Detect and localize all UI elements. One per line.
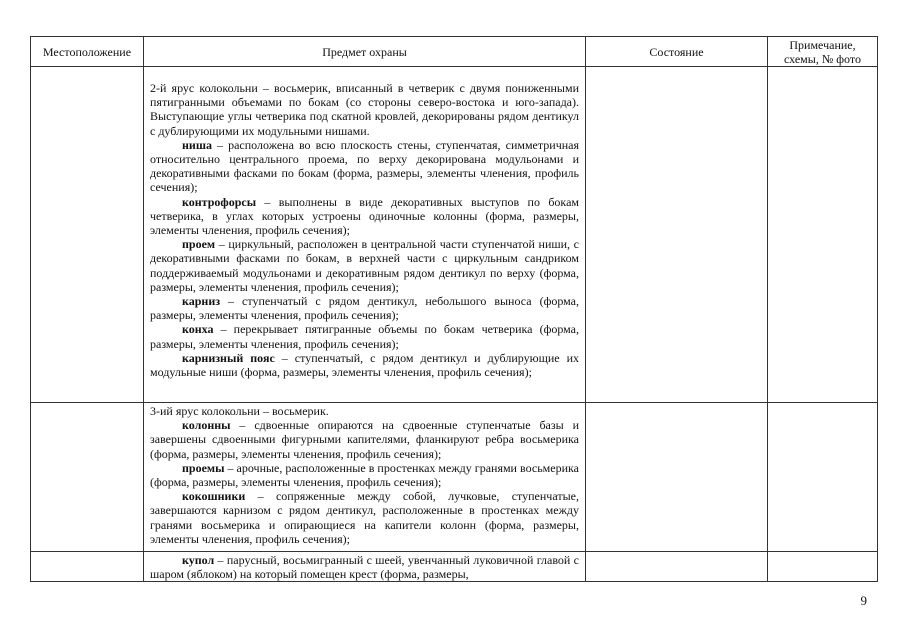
header-note-line1: Примечание, bbox=[789, 37, 856, 52]
row-intro: 2-й ярус колокольни – восьмерик, вписанный в четверик с двумя пониженными пятигранными объемами по бокам (со стороны северо-востока и юго-запада). Выступающие углы четверика под скатной кровлей, декорированы рядом дентикул с дублирующими их модульными нишами. bbox=[150, 81, 579, 138]
location-cell bbox=[31, 67, 144, 403]
header-state: Состояние bbox=[586, 37, 768, 67]
list-item: контрофорсы – выполнены в виде декоративных выступов по бокам четверика, в углах которых устроены одиночные колонны (форма, размеры, элементы членения, профиль сечения); bbox=[150, 194, 579, 238]
subject-cell bbox=[144, 67, 586, 403]
list-item: проемы – арочные, расположенные в простенках между гранями восьмерика (форма, размеры, элементы членения, профиль сечения); bbox=[150, 460, 579, 490]
list-item: колонны – сдвоенные опираются на сдвоенные ступенчатые базы и завершены сдвоенными фигурными капителями, фланкируют ребра восьмерика (форма, размеры, элементы членения, профиль сечения); bbox=[150, 418, 579, 461]
location-cell bbox=[31, 552, 144, 582]
note-cell bbox=[768, 552, 878, 582]
protection-table bbox=[30, 36, 878, 582]
header-note bbox=[768, 37, 878, 67]
subject-cell bbox=[144, 552, 586, 582]
header-subject: Предмет охраны bbox=[144, 37, 586, 67]
header-location: Местоположение bbox=[31, 37, 144, 67]
subject-cell bbox=[144, 403, 586, 552]
header-row bbox=[31, 37, 878, 67]
location-cell bbox=[31, 403, 144, 552]
list-item: конха – перекрывает пятигранные объемы по бокам четверика (форма, размеры, элементы членения, профиль сечения); bbox=[150, 322, 579, 351]
header-note-line2: схемы, № фото bbox=[783, 51, 861, 66]
note-cell bbox=[768, 67, 878, 403]
list-item: карниз – ступенчатый с рядом дентикул, небольшого выноса (форма, размеры, элементы членения, профиль сечения); bbox=[150, 294, 579, 323]
list-item: ниша – расположена во всю плоскость стены, ступенчатая, симметричная относительно центрального проема, по верху декорирована модульонами и декоративными фасками по бокам (форма, размеры, элементы членения, профиль сечения); bbox=[150, 137, 579, 195]
table-row bbox=[31, 552, 878, 582]
state-cell bbox=[586, 403, 768, 552]
list-item: купол – парусный, восьмигранный с шеей, увенчанный луковичной главой с шаром (яблоком) на который помещен крест (форма, размеры, bbox=[150, 553, 579, 582]
list-item: карнизный пояс – ступенчатый, с рядом дентикул и дублирующие их модульные ниши (форма, размеры, элементы членения, профиль сечения); bbox=[150, 350, 579, 380]
table-row bbox=[31, 67, 878, 403]
state-cell bbox=[586, 67, 768, 403]
row-intro: 3-ий ярус колокольни – восьмерик. bbox=[150, 404, 329, 418]
page-number: 9 bbox=[860, 593, 867, 608]
list-item: кокошники – сопряженные между собой, лучковые, ступенчатые, завершаются карнизом с рядом дентикул, расположенные в простенках между гранями восьмерика и опирающиеся на капители колонн (форма, размеры, элементы членения, профиль сечения); bbox=[150, 489, 579, 546]
state-cell bbox=[586, 552, 768, 582]
note-cell bbox=[768, 403, 878, 552]
list-item: проем – циркульный, расположен в центральной части ступенчатой ниши, с декоративными фасками по бокам, в верхней части с циркульным сандриком поддерживаемый модульонами и декоративным рядом дентикул по верху (форма, размеры, элементы членения, профиль сечения); bbox=[150, 237, 579, 294]
table-row bbox=[31, 403, 878, 552]
